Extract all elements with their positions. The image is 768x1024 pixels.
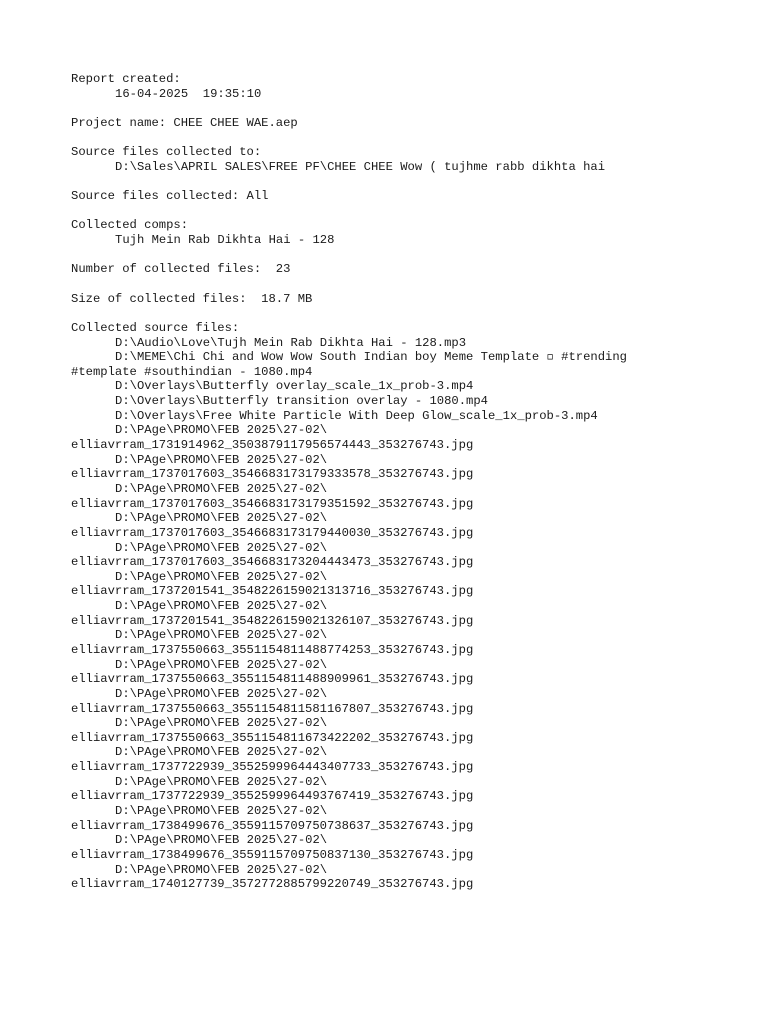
file-path: D:\MEME\Chi Chi and Wow Wow South Indian boy Meme Template ◽ #trending [115, 350, 627, 365]
spacer [71, 174, 761, 189]
file-path: D:\Overlays\Butterfly transition overlay - 1080.mp4 [115, 394, 488, 409]
file-path-continuation: elliavrram_1737017603_3546683173179351592_353276743.jpg [71, 496, 474, 511]
file-path-continuation: elliavrram_1737017603_3546683173179333578_353276743.jpg [71, 467, 474, 482]
file-path: D:\PAge\PROMO\FEB 2025\27-02\ [115, 423, 328, 438]
file-path: D:\Overlays\Free White Particle With Deep Glow_scale_1x_prob-3.mp4 [115, 408, 598, 423]
file-path-continuation: elliavrram_1737722939_3552599964493767419_353276743.jpg [71, 789, 474, 804]
file-path-continuation: elliavrram_1737550663_3551154811488909961_353276743.jpg [71, 672, 474, 687]
spacer [71, 306, 761, 321]
file-path-continuation: #template #southindian - 1080.mp4 [71, 364, 313, 379]
report-created-value: 16-04-2025 19:35:10 [115, 86, 262, 101]
spacer [71, 101, 761, 116]
report-document [71, 72, 761, 892]
file-path-continuation: elliavrram_1738499676_3559115709750738637_353276743.jpg [71, 818, 474, 833]
file-path: D:\PAge\PROMO\FEB 2025\27-02\ [115, 569, 328, 584]
file-path-continuation: elliavrram_1737201541_3548226159021313716_353276743.jpg [71, 584, 474, 599]
file-path: D:\PAge\PROMO\FEB 2025\27-02\ [115, 774, 328, 789]
spacer [71, 248, 761, 263]
file-path: D:\PAge\PROMO\FEB 2025\27-02\ [115, 511, 328, 526]
report-created-label: Report created: [71, 72, 181, 86]
file-path: D:\PAge\PROMO\FEB 2025\27-02\ [115, 540, 328, 555]
file-path-continuation: elliavrram_1737017603_3546683173179440030_353276743.jpg [71, 525, 474, 540]
file-path: D:\PAge\PROMO\FEB 2025\27-02\ [115, 716, 328, 731]
file-path-continuation: elliavrram_1737017603_3546683173204443473_353276743.jpg [71, 555, 474, 570]
collected-to-path: D:\Sales\APRIL SALES\FREE PF\CHEE CHEE Wow ( tujhme rabb dikhta hai [115, 159, 606, 174]
file-path: D:\PAge\PROMO\FEB 2025\27-02\ [115, 628, 328, 643]
collected-comp-name: Tujh Mein Rab Dikhta Hai - 128 [115, 233, 335, 248]
file-path-continuation: elliavrram_1738499676_3559115709750837130_353276743.jpg [71, 847, 474, 862]
project-name: Project name: CHEE CHEE WAE.aep [71, 115, 298, 130]
file-path-continuation: elliavrram_1737722939_3552599964443407733_353276743.jpg [71, 760, 474, 775]
file-path: D:\Overlays\Butterfly overlay_scale_1x_prob-3.mp4 [115, 379, 474, 394]
file-path: D:\PAge\PROMO\FEB 2025\27-02\ [115, 833, 328, 848]
file-path: D:\PAge\PROMO\FEB 2025\27-02\ [115, 657, 328, 672]
file-path-continuation: elliavrram_1731914962_3503879117956574443_353276743.jpg [71, 438, 474, 453]
file-path-continuation: elliavrram_1740127739_3572772885799220749_353276743.jpg [71, 877, 474, 892]
size-of-files: Size of collected files: 18.7 MB [71, 291, 313, 306]
file-path-continuation: elliavrram_1737550663_3551154811488774253_353276743.jpg [71, 642, 474, 657]
file-path: D:\PAge\PROMO\FEB 2025\27-02\ [115, 452, 328, 467]
number-of-files: Number of collected files: 23 [71, 262, 291, 277]
collected-comps-label: Collected comps: [71, 218, 189, 233]
source-files-label: Collected source files: [71, 320, 240, 335]
spacer [71, 131, 761, 146]
source-files-collected: Source files collected: All [71, 189, 269, 204]
file-path-continuation: elliavrram_1737550663_3551154811581167807_353276743.jpg [71, 701, 474, 716]
file-path-continuation: elliavrram_1737201541_3548226159021326107_353276743.jpg [71, 613, 474, 628]
file-path: D:\PAge\PROMO\FEB 2025\27-02\ [115, 686, 328, 701]
file-path-continuation: elliavrram_1737550663_3551154811673422202_353276743.jpg [71, 730, 474, 745]
spacer [71, 204, 761, 219]
file-path: D:\PAge\PROMO\FEB 2025\27-02\ [115, 804, 328, 819]
file-path: D:\PAge\PROMO\FEB 2025\27-02\ [115, 745, 328, 760]
collected-to-label: Source files collected to: [71, 145, 262, 160]
file-path: D:\PAge\PROMO\FEB 2025\27-02\ [115, 862, 328, 877]
file-path: D:\Audio\Love\Tujh Mein Rab Dikhta Hai - 128.mp3 [115, 335, 467, 350]
source-file-list [71, 336, 761, 892]
spacer [71, 277, 761, 292]
file-path: D:\PAge\PROMO\FEB 2025\27-02\ [115, 599, 328, 614]
file-path: D:\PAge\PROMO\FEB 2025\27-02\ [115, 481, 328, 496]
